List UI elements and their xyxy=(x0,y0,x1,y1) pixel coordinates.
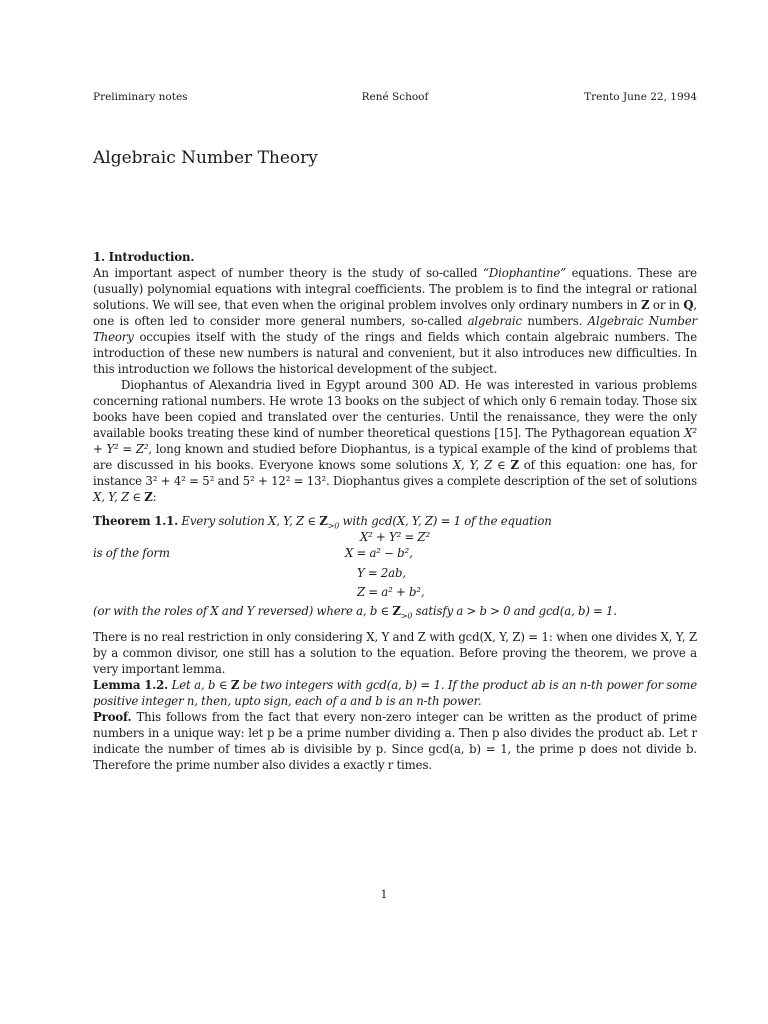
text: with gcd(X, Y, Z) = 1 of the equation xyxy=(339,514,552,528)
subscript: >0 xyxy=(327,521,340,531)
subscript: >0 xyxy=(400,611,413,621)
text: Let a, b ∈ xyxy=(171,678,231,692)
display-equation: X² + Y² = Z² xyxy=(359,530,431,544)
rationals-symbol: Q xyxy=(683,298,694,312)
theorem-condition xyxy=(93,603,697,619)
formula-y: Y = 2ab, xyxy=(357,566,406,580)
proof-text: This follows from the fact that every non-zero integer can be written as the product of prime numbers in a unique way: let p be a prime number dividing a. Then p also divides the product ab. Let r indicate the number of times ab is divisible by p. Since gcd(a, b) = 1, the prime p does not divide b. Therefore the prime number also divides a exactly r times. xyxy=(93,710,698,772)
integers-symbol: Z xyxy=(392,604,401,618)
formula-x: X = a² − b², xyxy=(345,546,413,560)
header-author: René Schoof xyxy=(361,91,429,103)
algebraic-term: algebraic xyxy=(467,314,522,328)
restriction-paragraph: There is no real restriction in only considering X, Y and Z with gcd(X, Y, Z) = 1: when one divides X, Y, Z by a common divisor, one still has a solution to the equation. Before proving the theorem, we prove a very important lemma. xyxy=(93,630,697,676)
text: or in xyxy=(649,298,684,312)
integers-symbol: Z xyxy=(640,298,650,312)
lemma-label: Lemma 1.2. xyxy=(93,678,169,692)
diophantus-paragraph xyxy=(93,377,697,505)
formula-z: Z = a² + b², xyxy=(357,585,425,599)
text: , long known and studied before Diophantus, is a typical example of the kind of problems that are discussed in his books. Everyone knows some solutions xyxy=(93,442,697,472)
section-heading: 1. Introduction. xyxy=(93,250,195,264)
intro-paragraph xyxy=(93,265,697,377)
form-row xyxy=(93,545,697,565)
theorem-statement xyxy=(93,513,697,529)
proof-label: Proof. xyxy=(93,710,132,724)
math-inline: 5² + 12² = 13² xyxy=(242,474,327,488)
text: . Diophantus gives a complete description of the set of solutions xyxy=(326,474,697,488)
form-row xyxy=(93,584,697,603)
text: , one is often led to consider more general numbers, so-called xyxy=(93,298,698,328)
text: An important aspect of number theory is the study of so-called xyxy=(93,266,484,280)
text: and xyxy=(214,474,243,488)
integers-symbol: Z xyxy=(144,490,153,504)
theorem-label: Theorem 1.1. xyxy=(93,514,179,528)
proof-block xyxy=(93,709,697,773)
running-header xyxy=(93,90,697,106)
diophantine-term: “Diophantine” xyxy=(483,266,566,280)
text: Every solution X, Y, Z ∈ xyxy=(181,514,320,528)
text: equations. These are (usually) polynomial equations with integral coefficients. The problem is to find the integral or rational solutions. We will see, that even when the original problem involves only ordinary numbers in xyxy=(93,266,697,312)
form-label: is of the form xyxy=(93,546,170,560)
ant-term: Algebraic Number Theory xyxy=(93,314,698,344)
text: occupies itself with the study of the rings and fields which contain algebraic numbers. The introduction of these new numbers is natural and convenient, but it also introduces new difficulties. In this introduction we follows the historical development of the subject. xyxy=(93,330,697,376)
page-number: 1 xyxy=(380,888,388,901)
integers-symbol: Z xyxy=(319,514,328,528)
math-inline: X² + Y² = Z² xyxy=(93,426,697,456)
text: numbers. xyxy=(521,314,588,328)
lemma-block xyxy=(93,677,697,709)
spacer xyxy=(93,619,697,629)
text: be two integers with gcd(a, b) = 1. If the product ab is an n-th power for some positive integer n, then, upto sign, each of a and b is an n-th power. xyxy=(93,678,697,708)
header-date: Trento June 22, 1994 xyxy=(584,91,697,103)
theorem-block xyxy=(93,513,697,619)
math-inline: 3² + 4² = 5² xyxy=(145,474,215,488)
text: Diophantus of Alexandria lived in Egypt around 300 AD. He was interested in various problems concerning rational numbers. He wrote 13 books on the subject of which only 6 remain today. Those six books have been copied and translated over the centuries. Until the renaissance, they were the only available books treating these kind of number theoretical questions [15]. The Pythagorean equation xyxy=(93,378,697,440)
text: (or with the roles of X and Y reversed) where a, b ∈ xyxy=(93,604,393,618)
form-row xyxy=(93,565,697,584)
paper-body xyxy=(93,249,697,773)
text: of this equation: one has, for instance xyxy=(93,458,697,488)
integers-symbol: Z xyxy=(510,458,519,472)
text: satisfy a > b > 0 and gcd(a, b) = 1. xyxy=(412,604,617,618)
integers-symbol: Z xyxy=(230,678,240,692)
math-inline: X, Y, Z ∈ xyxy=(452,458,511,472)
paper-title: Algebraic Number Theory xyxy=(93,148,318,168)
text: : xyxy=(152,490,157,504)
math-inline: X, Y, Z ∈ xyxy=(93,490,145,504)
header-left: Preliminary notes xyxy=(93,91,188,103)
